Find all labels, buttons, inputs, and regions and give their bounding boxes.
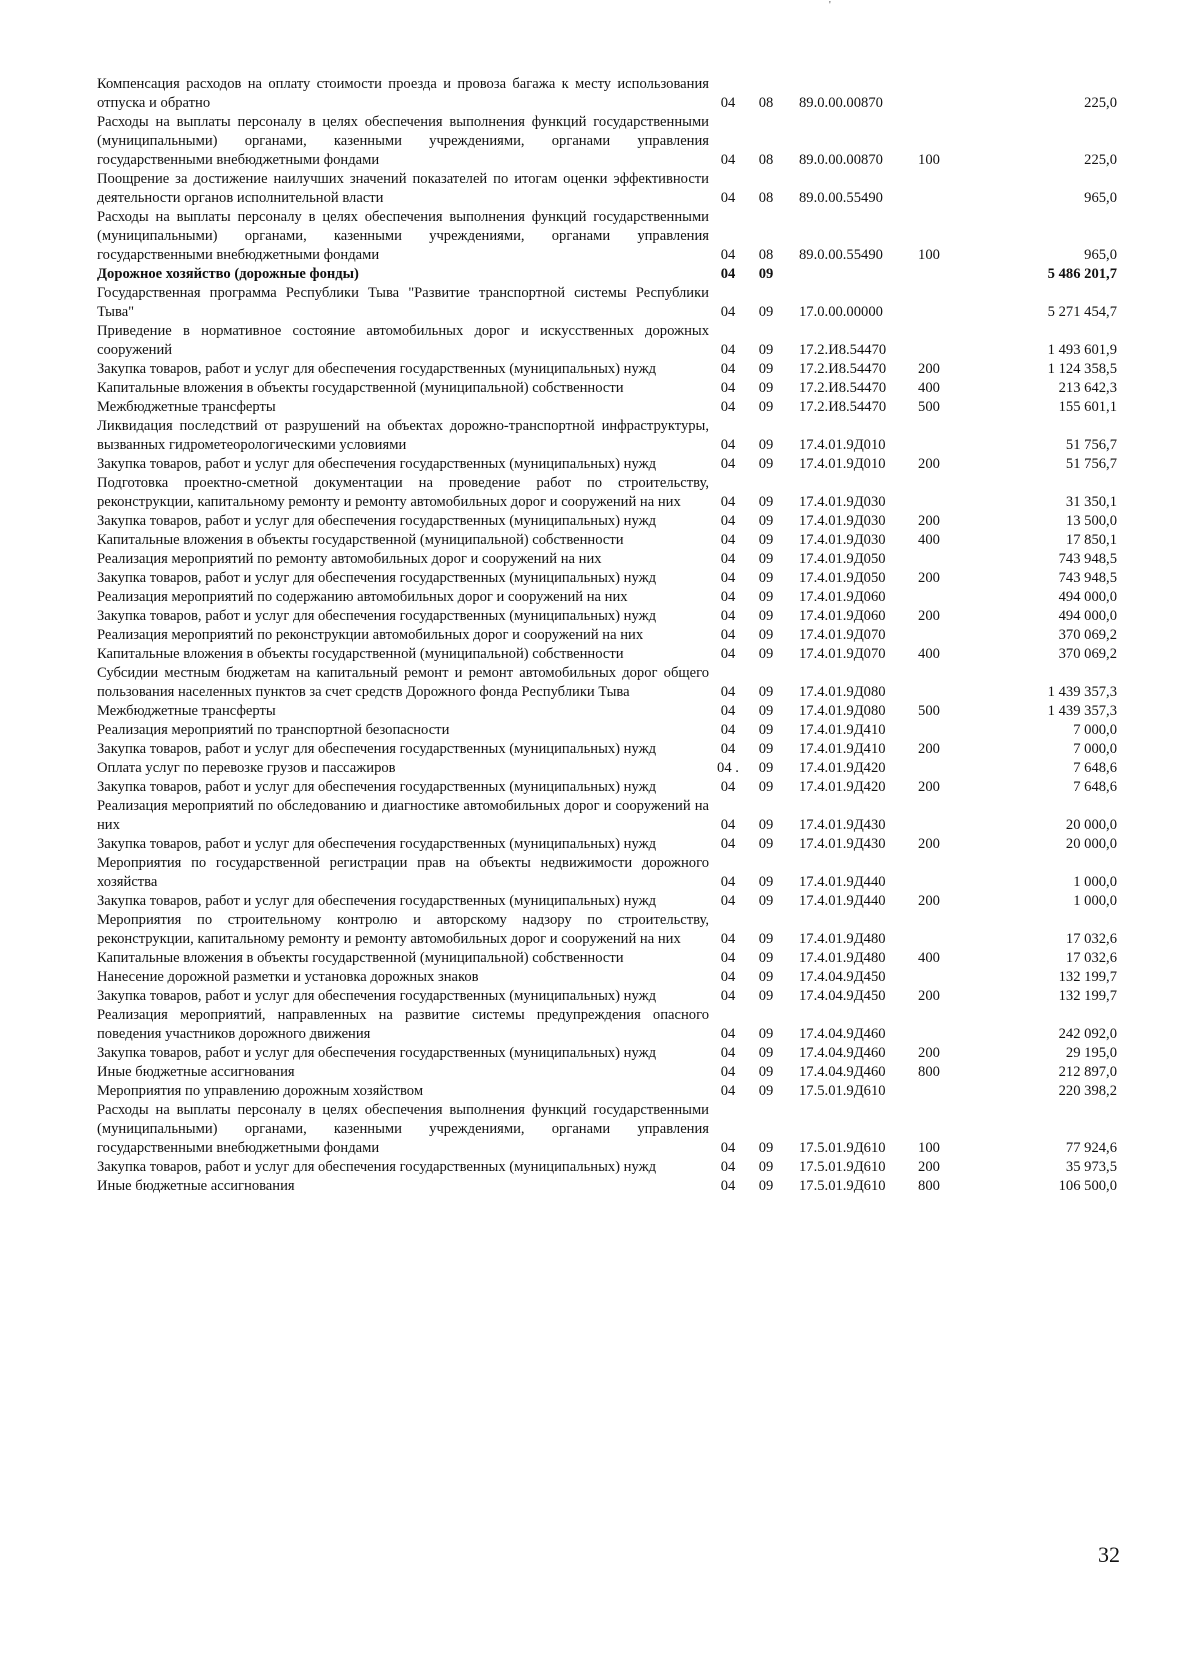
row-amount: 1 000,0 <box>1073 893 1117 909</box>
row-name: Межбюджетные трансферты <box>97 703 276 719</box>
row-expense-type: 200 <box>918 456 940 472</box>
table-row <box>97 531 1117 550</box>
row-subsection: 09 <box>758 1159 774 1175</box>
table-row <box>97 170 1117 208</box>
row-target-item: 17.4.01.9Д410 <box>799 741 886 757</box>
table-row <box>97 854 1117 892</box>
row-target-item: 17.4.01.9Д440 <box>799 893 886 909</box>
row-subsection: 09 <box>758 722 774 738</box>
row-amount: 220 398,2 <box>1058 1083 1117 1099</box>
row-name: Закупка товаров, работ и услуг для обеспечения государственных (муниципальных) нужд <box>97 456 657 472</box>
row-section: 04 <box>720 931 736 947</box>
table-row <box>97 322 1117 360</box>
row-name: Реализация мероприятий по реконструкции автомобильных дорог и сооружений на них <box>97 627 644 643</box>
row-name: Ликвидация последствий от разрушений на объектах дорожно-транспортной инфраструктуры, вызванных гидрометеорологическими условиями <box>97 418 709 453</box>
row-expense-type: 200 <box>918 608 940 624</box>
page-number: 32 <box>1098 1542 1120 1567</box>
row-target-item: 17.4.01.9Д430 <box>799 836 886 852</box>
row-section: 04 <box>720 817 736 833</box>
row-amount: 225,0 <box>1084 152 1117 168</box>
table-row <box>97 968 1117 987</box>
row-amount: 743 948,5 <box>1058 551 1117 567</box>
row-expense-type: 100 <box>918 247 940 263</box>
table-row <box>97 417 1117 455</box>
row-subsection: 09 <box>758 494 774 510</box>
row-target-item: 17.4.01.9Д420 <box>799 760 886 776</box>
row-subsection: 09 <box>758 817 774 833</box>
row-target-item: 17.2.И8.54470 <box>799 361 887 377</box>
row-section: 04 <box>720 532 736 548</box>
row-section: 04 <box>720 703 736 719</box>
row-subsection: 09 <box>758 1140 774 1156</box>
row-expense-type: 200 <box>918 893 940 909</box>
row-amount: 5 271 454,7 <box>1047 304 1117 320</box>
table-row <box>97 911 1117 949</box>
row-section: 04 <box>720 1140 736 1156</box>
row-target-item: 17.4.01.9Д070 <box>799 646 886 662</box>
row-section: 04 <box>720 1026 736 1042</box>
row-name: Иные бюджетные ассигнования <box>97 1178 295 1194</box>
row-subsection: 08 <box>758 152 774 168</box>
row-name: Закупка товаров, работ и услуг для обеспечения государственных (муниципальных) нужд <box>97 893 657 909</box>
row-subsection: 09 <box>758 988 774 1004</box>
table-row <box>97 759 1117 778</box>
row-subsection: 09 <box>758 931 774 947</box>
row-name: Поощрение за достижение наилучших значений показателей по итогам оценки эффективности деятельности органов исполнительной власти <box>97 171 709 206</box>
row-section: 04 <box>720 342 736 358</box>
row-amount: 242 092,0 <box>1058 1026 1117 1042</box>
row-amount: 225,0 <box>1084 95 1117 111</box>
row-name: Реализация мероприятий по обследованию и диагностике автомобильных дорог и сооружений на них <box>97 798 709 833</box>
row-subsection: 09 <box>758 304 774 320</box>
row-amount: 7 000,0 <box>1073 741 1117 757</box>
row-amount: 1 000,0 <box>1073 874 1117 890</box>
row-amount: 1 439 357,3 <box>1047 684 1117 700</box>
row-name: Компенсация расходов на оплату стоимости проезда и провоза багажа к месту использования отпуска и обратно <box>97 76 709 111</box>
row-name: Приведение в нормативное состояние автомобильных дорог и искусственных дорожных сооружений <box>97 323 709 358</box>
table-row <box>97 835 1117 854</box>
row-name: Капитальные вложения в объекты государственной (муниципальной) собственности <box>97 380 624 396</box>
row-target-item: 17.4.01.9Д070 <box>799 627 886 643</box>
row-expense-type: 500 <box>918 399 940 415</box>
row-subsection: 08 <box>758 247 774 263</box>
row-amount: 965,0 <box>1084 190 1117 206</box>
row-name: Нанесение дорожной разметки и установка дорожных знаков <box>97 969 479 985</box>
row-target-item: 17.4.04.9Д450 <box>799 988 886 1004</box>
row-section: 04 <box>720 551 736 567</box>
table-row <box>97 702 1117 721</box>
row-target-item: 17.4.01.9Д050 <box>799 570 886 586</box>
row-target-item: 17.2.И8.54470 <box>799 399 887 415</box>
row-subsection: 09 <box>758 437 774 453</box>
row-amount: 17 032,6 <box>1065 950 1117 966</box>
row-name: Закупка товаров, работ и услуг для обеспечения государственных (муниципальных) нужд <box>97 741 657 757</box>
row-target-item: 17.4.01.9Д080 <box>799 703 886 719</box>
table-row <box>97 949 1117 968</box>
row-subsection: 09 <box>758 684 774 700</box>
row-amount: 743 948,5 <box>1058 570 1117 586</box>
row-name: Закупка товаров, работ и услуг для обеспечения государственных (муниципальных) нужд <box>97 1045 657 1061</box>
row-section: 04 <box>720 361 736 377</box>
table-row <box>97 1063 1117 1082</box>
row-name: Закупка товаров, работ и услуг для обеспечения государственных (муниципальных) нужд <box>97 513 657 529</box>
row-amount: 155 601,1 <box>1058 399 1117 415</box>
table-row <box>97 987 1117 1006</box>
row-expense-type: 400 <box>918 532 940 548</box>
row-amount: 35 973,5 <box>1065 1159 1117 1175</box>
row-section: 04 <box>720 646 736 662</box>
table-row <box>97 664 1117 702</box>
row-amount: 106 500,0 <box>1058 1178 1117 1194</box>
row-subsection: 09 <box>758 1178 774 1194</box>
row-name: Закупка товаров, работ и услуг для обеспечения государственных (муниципальных) нужд <box>97 361 657 377</box>
row-amount: 77 924,6 <box>1065 1140 1117 1156</box>
row-name: Расходы на выплаты персоналу в целях обеспечения выполнения функций государственными (муниципальными) органами, казенными учреждениями, органами управления государственными внебюджетными фондами <box>97 114 709 168</box>
row-name: Реализация мероприятий по ремонту автомобильных дорог и сооружений на них <box>97 551 602 567</box>
row-section: 04 <box>720 399 736 415</box>
row-target-item: 17.5.01.9Д610 <box>799 1140 886 1156</box>
row-section: 04 <box>720 779 736 795</box>
row-subsection: 09 <box>758 760 774 776</box>
row-target-item: 89.0.00.55490 <box>799 247 883 263</box>
budget-table <box>97 75 1117 1196</box>
table-row <box>97 284 1117 322</box>
table-row <box>97 113 1117 170</box>
row-target-item: 17.4.01.9Д060 <box>799 608 886 624</box>
row-subsection: 09 <box>758 380 774 396</box>
row-subsection: 09 <box>758 950 774 966</box>
row-name: Подготовка проектно-сметной документации на проведение работ по строительству, реконструкции, капитальному ремонту и ремонту автомобильных дорог и сооружений на них <box>97 475 709 510</box>
table-row <box>97 455 1117 474</box>
row-amount: 1 124 358,5 <box>1047 361 1117 377</box>
row-section: 04 <box>720 722 736 738</box>
row-section: 04 <box>720 969 736 985</box>
row-expense-type: 800 <box>918 1178 940 1194</box>
table-row <box>97 588 1117 607</box>
row-expense-type: 100 <box>918 152 940 168</box>
row-amount: 17 850,1 <box>1065 532 1117 548</box>
row-section: 04 <box>720 950 736 966</box>
row-expense-type: 200 <box>918 513 940 529</box>
row-expense-type: 200 <box>918 361 940 377</box>
row-target-item: 17.2.И8.54470 <box>799 380 887 396</box>
row-amount: 132 199,7 <box>1058 969 1117 985</box>
row-section: 04 <box>720 874 736 890</box>
row-subsection: 09 <box>758 1064 774 1080</box>
row-subsection: 09 <box>758 570 774 586</box>
row-subsection: 09 <box>758 361 774 377</box>
row-amount: 29 195,0 <box>1065 1045 1117 1061</box>
row-target-item: 17.4.01.9Д420 <box>799 779 886 795</box>
row-section: 04 <box>720 304 736 320</box>
row-name: Межбюджетные трансферты <box>97 399 276 415</box>
row-target-item: 17.4.01.9Д410 <box>799 722 886 738</box>
row-name: Капитальные вложения в объекты государственной (муниципальной) собственности <box>97 532 624 548</box>
row-name: Реализация мероприятий по транспортной безопасности <box>97 722 450 738</box>
table-row <box>97 892 1117 911</box>
table-row <box>97 645 1117 664</box>
table-row <box>97 512 1117 531</box>
table-row <box>97 797 1117 835</box>
row-amount: 7 648,6 <box>1073 779 1117 795</box>
row-section: 04 <box>720 988 736 1004</box>
row-expense-type: 400 <box>918 950 940 966</box>
row-amount: 20 000,0 <box>1065 817 1117 833</box>
table-row <box>97 569 1117 588</box>
row-name: Закупка товаров, работ и услуг для обеспечения государственных (муниципальных) нужд <box>97 570 657 586</box>
row-subsection: 09 <box>758 836 774 852</box>
row-amount: 494 000,0 <box>1058 589 1117 605</box>
table-row <box>97 778 1117 797</box>
row-expense-type: 200 <box>918 1045 940 1061</box>
row-section: 04 <box>720 1045 736 1061</box>
row-amount: 7 000,0 <box>1073 722 1117 738</box>
row-subsection: 09 <box>758 399 774 415</box>
row-subsection: 09 <box>758 456 774 472</box>
row-target-item: 17.4.01.9Д050 <box>799 551 886 567</box>
row-target-item: 17.5.01.9Д610 <box>799 1178 886 1194</box>
row-target-item: 17.4.01.9Д030 <box>799 513 886 529</box>
table-row <box>97 1006 1117 1044</box>
row-expense-type: 200 <box>918 779 940 795</box>
row-name: Капитальные вложения в объекты государственной (муниципальной) собственности <box>97 646 624 662</box>
row-target-item: 17.4.01.9Д060 <box>799 589 886 605</box>
row-section: 04 <box>720 247 736 263</box>
row-expense-type: 500 <box>918 703 940 719</box>
row-amount: 13 500,0 <box>1065 513 1117 529</box>
row-target-item: 17.4.01.9Д480 <box>799 950 886 966</box>
row-subsection: 09 <box>758 589 774 605</box>
row-subsection: 09 <box>758 532 774 548</box>
table-row <box>97 398 1117 417</box>
scan-mark: ' <box>829 0 831 11</box>
table-row <box>97 626 1117 645</box>
row-name: Закупка товаров, работ и услуг для обеспечения государственных (муниципальных) нужд <box>97 1159 657 1175</box>
row-amount: 20 000,0 <box>1065 836 1117 852</box>
row-expense-type: 200 <box>918 1159 940 1175</box>
row-name: Субсидии местным бюджетам на капитальный ремонт и ремонт автомобильных дорог общего пользования населенных пунктов за счет средств Дорожного фонда Республики Тыва <box>97 665 709 700</box>
row-target-item: 17.4.04.9Д460 <box>799 1064 886 1080</box>
table-row <box>97 1177 1117 1196</box>
row-amount: 370 069,2 <box>1058 627 1117 643</box>
table-row <box>97 360 1117 379</box>
row-subsection: 09 <box>758 1083 774 1099</box>
row-target-item: 17.4.01.9Д030 <box>799 532 886 548</box>
row-name: Мероприятия по управлению дорожным хозяйством <box>97 1083 424 1099</box>
row-target-item: 17.4.01.9Д010 <box>799 456 886 472</box>
row-subsection: 09 <box>758 1045 774 1061</box>
row-subsection: 09 <box>758 1026 774 1042</box>
table-row <box>97 721 1117 740</box>
row-section: 04 . <box>717 760 739 776</box>
row-name: Закупка товаров, работ и услуг для обеспечения государственных (муниципальных) нужд <box>97 836 657 852</box>
row-target-item: 89.0.00.00870 <box>799 152 883 168</box>
row-section: 04 <box>720 589 736 605</box>
row-amount: 51 756,7 <box>1065 456 1117 472</box>
row-name: Расходы на выплаты персоналу в целях обеспечения выполнения функций государственными (муниципальными) органами, казенными учреждениями, органами управления государственными внебюджетными фондами <box>97 209 709 263</box>
row-subsection: 08 <box>758 95 774 111</box>
row-name: Закупка товаров, работ и услуг для обеспечения государственных (муниципальных) нужд <box>97 988 657 1004</box>
table-row <box>97 208 1117 265</box>
row-amount: 213 642,3 <box>1058 380 1117 396</box>
row-name: Мероприятия по строительному контролю и авторскому надзору по строительству, реконструкции, капитальному ремонту и ремонту автомобильных дорог и сооружений на них <box>97 912 709 947</box>
row-section: 04 <box>720 380 736 396</box>
row-target-item: 17.4.04.9Д460 <box>799 1045 886 1061</box>
row-amount: 51 756,7 <box>1065 437 1117 453</box>
table-row <box>97 607 1117 626</box>
row-section: 04 <box>720 684 736 700</box>
row-section: 04 <box>720 893 736 909</box>
row-name: Реализация мероприятий, направленных на развитие системы предупреждения опасного поведения участников дорожного движения <box>97 1007 709 1042</box>
row-section: 04 <box>720 494 736 510</box>
row-amount: 1 493 601,9 <box>1047 342 1117 358</box>
row-expense-type: 200 <box>918 836 940 852</box>
row-section: 04 <box>720 437 736 453</box>
row-name: Оплата услуг по перевозке грузов и пассажиров <box>97 760 396 776</box>
row-section: 04 <box>720 1178 736 1194</box>
row-target-item: 17.4.01.9Д430 <box>799 817 886 833</box>
row-subsection: 09 <box>758 779 774 795</box>
row-target-item: 17.4.01.9Д480 <box>799 931 886 947</box>
row-target-item: 17.4.01.9Д440 <box>799 874 886 890</box>
row-amount: 17 032,6 <box>1065 931 1117 947</box>
row-amount: 5 486 201,7 <box>1047 266 1117 282</box>
row-section: 04 <box>720 1159 736 1175</box>
row-target-item: 17.4.01.9Д030 <box>799 494 886 510</box>
row-amount: 494 000,0 <box>1058 608 1117 624</box>
table-row <box>97 1044 1117 1063</box>
row-amount: 132 199,7 <box>1058 988 1117 1004</box>
row-expense-type: 100 <box>918 1140 940 1156</box>
row-target-item: 17.4.01.9Д080 <box>799 684 886 700</box>
row-section: 04 <box>720 627 736 643</box>
row-name: Иные бюджетные ассигнования <box>97 1064 295 1080</box>
row-subsection: 09 <box>758 646 774 662</box>
row-amount: 1 439 357,3 <box>1047 703 1117 719</box>
row-section: 04 <box>720 266 736 282</box>
row-expense-type: 200 <box>918 570 940 586</box>
row-name: Расходы на выплаты персоналу в целях обеспечения выполнения функций государственными (муниципальными) органами, казенными учреждениями, органами управления государственными внебюджетными фондами <box>97 1102 709 1156</box>
row-amount: 965,0 <box>1084 247 1117 263</box>
row-subsection: 09 <box>758 703 774 719</box>
row-subsection: 09 <box>758 342 774 358</box>
row-section: 04 <box>720 456 736 472</box>
row-section: 04 <box>720 570 736 586</box>
row-amount: 7 648,6 <box>1073 760 1117 776</box>
row-subsection: 09 <box>758 266 774 282</box>
row-name: Реализация мероприятий по содержанию автомобильных дорог и сооружений на них <box>97 589 628 605</box>
row-subsection: 09 <box>758 513 774 529</box>
row-section: 04 <box>720 152 736 168</box>
row-expense-type: 800 <box>918 1064 940 1080</box>
row-section: 04 <box>720 1064 736 1080</box>
table-row <box>97 550 1117 569</box>
row-section: 04 <box>720 608 736 624</box>
row-target-item: 17.2.И8.54470 <box>799 342 887 358</box>
row-target-item: 17.4.04.9Д460 <box>799 1026 886 1042</box>
row-section: 04 <box>720 95 736 111</box>
row-section: 04 <box>720 513 736 529</box>
table-row <box>97 1101 1117 1158</box>
row-expense-type: 400 <box>918 380 940 396</box>
row-name: Капитальные вложения в объекты государственной (муниципальной) собственности <box>97 950 624 966</box>
row-subsection: 09 <box>758 969 774 985</box>
row-target-item: 17.5.01.9Д610 <box>799 1159 886 1175</box>
row-amount: 31 350,1 <box>1065 494 1117 510</box>
row-name: Дорожное хозяйство (дорожные фонды) <box>97 266 359 282</box>
row-subsection: 09 <box>758 551 774 567</box>
table-row <box>97 1082 1117 1101</box>
table-row <box>97 474 1117 512</box>
row-target-item: 17.5.01.9Д610 <box>799 1083 886 1099</box>
row-expense-type: 200 <box>918 988 940 1004</box>
row-subsection: 09 <box>758 608 774 624</box>
row-subsection: 09 <box>758 627 774 643</box>
table-row <box>97 740 1117 759</box>
row-subsection: 09 <box>758 893 774 909</box>
row-name: Закупка товаров, работ и услуг для обеспечения государственных (муниципальных) нужд <box>97 779 657 795</box>
row-subsection: 08 <box>758 190 774 206</box>
row-amount: 212 897,0 <box>1058 1064 1117 1080</box>
row-expense-type: 400 <box>918 646 940 662</box>
row-section: 04 <box>720 190 736 206</box>
row-section: 04 <box>720 741 736 757</box>
row-subsection: 09 <box>758 874 774 890</box>
row-subsection: 09 <box>758 741 774 757</box>
row-section: 04 <box>720 1083 736 1099</box>
row-target-item: 17.0.00.00000 <box>799 304 883 320</box>
row-target-item: 89.0.00.55490 <box>799 190 883 206</box>
row-section: 04 <box>720 836 736 852</box>
row-name: Закупка товаров, работ и услуг для обеспечения государственных (муниципальных) нужд <box>97 608 657 624</box>
table-row <box>97 379 1117 398</box>
table-row <box>97 1158 1117 1177</box>
row-name: Государственная программа Республики Тыва "Развитие транспортной системы Республики Тыва" <box>97 285 709 320</box>
row-target-item: 17.4.01.9Д010 <box>799 437 886 453</box>
row-name: Мероприятия по государственной регистрации прав на объекты недвижимости дорожного хозяйства <box>97 855 709 890</box>
row-target-item: 17.4.04.9Д450 <box>799 969 886 985</box>
row-expense-type: 200 <box>918 741 940 757</box>
row-amount: 370 069,2 <box>1058 646 1117 662</box>
table-row <box>97 75 1117 113</box>
row-target-item: 89.0.00.00870 <box>799 95 883 111</box>
table-row <box>97 265 1117 284</box>
